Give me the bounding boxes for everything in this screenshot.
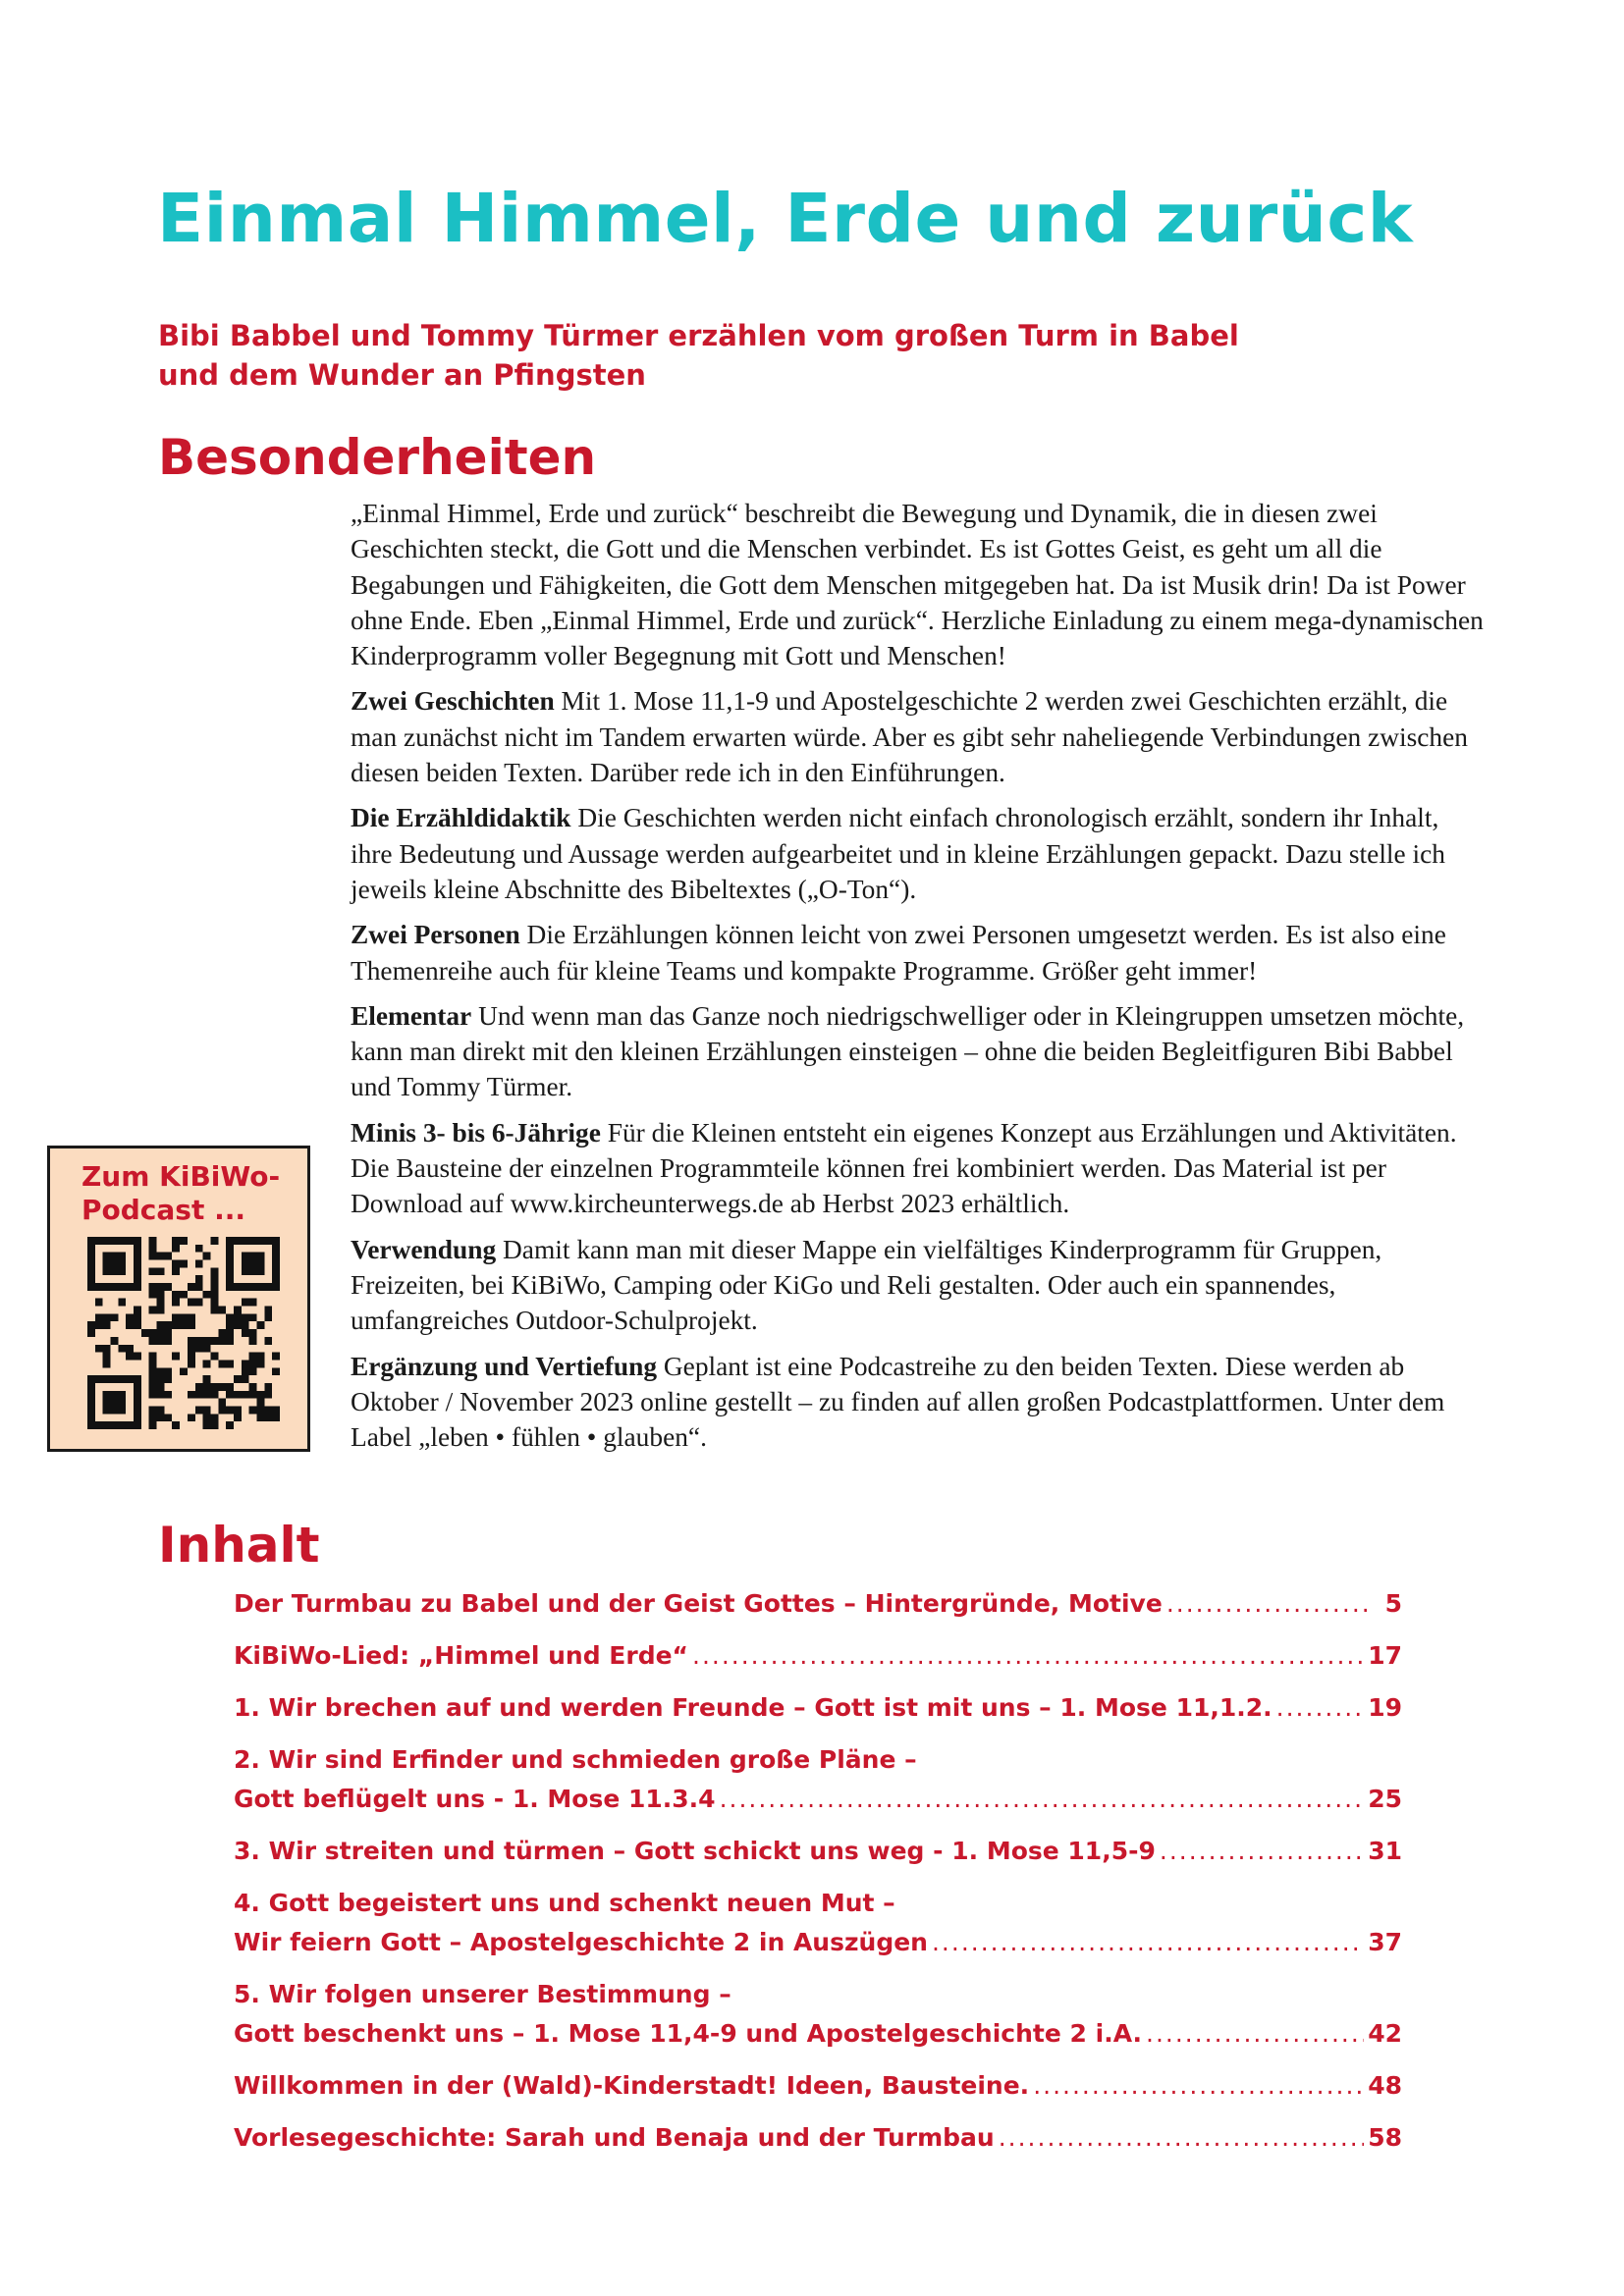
feature-term: Zwei Personen (351, 920, 520, 950)
feature-term: Verwendung (351, 1234, 497, 1264)
feature-paragraph (351, 800, 1485, 907)
toc-dot-leader (932, 1923, 1364, 1962)
toc-entry-title: Gott beflügelt uns - 1. Mose 11.3.4 (234, 1785, 716, 1813)
toc-entry-line (234, 1923, 1402, 1962)
toc-page-number: 58 (1368, 2123, 1402, 2152)
toc-entry-title: Willkommen in der (Wald)-Kinderstadt! Ideen, Bausteine. (234, 2071, 1030, 2100)
feature-paragraph (351, 1115, 1485, 1222)
feature-paragraph (351, 998, 1485, 1105)
toc-page-number: 42 (1368, 2019, 1402, 2048)
toc-entry[interactable] (234, 2118, 1402, 2158)
toc-entry-title: 1. Wir brechen auf und werden Freunde – Gott ist mit uns – 1. Mose 11,1.2. (234, 1693, 1272, 1722)
page-title: Einmal Himmel, Erde und zurück (157, 180, 1414, 258)
toc-entry[interactable] (234, 1584, 1402, 1624)
toc-entry-title: Der Turmbau zu Babel und der Geist Gottes – Hintergründe, Motive (234, 1589, 1163, 1618)
toc-entry-line (234, 2118, 1402, 2158)
besonderheiten-heading: Besonderheiten (158, 429, 597, 486)
toc-dot-leader (1146, 2014, 1364, 2054)
feature-paragraph (351, 1232, 1485, 1339)
toc-dot-leader (1033, 2066, 1364, 2106)
toc-dot-leader (1160, 1832, 1364, 1871)
toc-entry-line (234, 2014, 1402, 2054)
toc-page-number: 19 (1368, 1693, 1402, 1722)
feature-text: Die Erzählungen können leicht von zwei Personen umgesetzt werden. Es ist also eine Themenreihe auch für kleine Teams und kompakte Programme. Größer geht immer! (351, 920, 1446, 986)
besonderheiten-body (351, 496, 1485, 1465)
toc-entry-line (234, 1832, 1402, 1871)
table-of-contents (234, 1584, 1402, 2170)
toc-entry-title: Gott beschenkt uns – 1. Mose 11,4-9 und Apostelgeschichte 2 i.A. (234, 2019, 1142, 2048)
toc-entry-title: KiBiWo-Lied: „Himmel und Erde“ (234, 1641, 688, 1670)
subtitle-line-1: Bibi Babbel und Tommy Türmer erzählen vom großen Turm in Babel (158, 319, 1239, 352)
toc-entry-title: Vorlesegeschichte: Sarah und Benaja und der Turmbau (234, 2123, 995, 2152)
toc-entry[interactable] (234, 1688, 1402, 1728)
toc-entry-title-line: 4. Gott begeistert uns und schenkt neuen Mut – (234, 1889, 895, 1917)
toc-entry[interactable] (234, 1884, 1402, 1962)
feature-term: Zwei Geschichten (351, 686, 555, 717)
inhalt-heading: Inhalt (158, 1517, 320, 1574)
toc-entry-line (234, 1584, 1402, 1624)
feature-term: Ergänzung und Vertiefung (351, 1351, 658, 1381)
toc-entry-line (234, 2066, 1402, 2106)
toc-entry-title: Wir feiern Gott – Apostelgeschichte 2 in Auszügen (234, 1928, 928, 1956)
toc-page-number: 37 (1368, 1928, 1402, 1956)
toc-entry-line (234, 1636, 1402, 1676)
toc-dot-leader (692, 1636, 1364, 1676)
podcast-label: Zum KiBiWo-Podcast ... (81, 1160, 281, 1226)
toc-dot-leader (1276, 1688, 1365, 1728)
subtitle (158, 316, 1336, 395)
feature-text: Und wenn man das Ganze noch niedrigschwelliger oder in Kleingruppen umsetzen möchte, kann man direkt mit den kleinen Erzählungen einsteigen – ohne die beiden Begleitfiguren Bibi Babbel und Tommy Türmer. (351, 1000, 1465, 1102)
toc-entry[interactable] (234, 1975, 1402, 2054)
toc-entry-line (234, 1780, 1402, 1819)
intro-paragraph: „Einmal Himmel, Erde und zurück“ beschreibt die Bewegung und Dynamik, die in diesen zwei Geschichten steckt, die Gott und die Menschen verbindet. Es ist Gottes Geist, es geht um all die Begabungen und Fähigkeiten, die Gott dem Menschen mitgegeben hat. Da ist Musik drin! Da ist Power ohne Ende. Eben „Einmal Himmel, Erde und zurück“. Herzliche Einladung zu einem mega-dynamischen Kinderprogramm voller Begegnung mit Gott und Menschen! (351, 499, 1484, 671)
feature-text: Mit 1. Mose 11,1-9 und Apostelgeschichte 2 werden zwei Geschichten erzählt, die man zunächst nicht im Tandem erwarten würde. Aber es gibt sehr naheliegende Verbindungen zwischen diesen beiden Texten. Darüber rede ich in den Einführungen. (351, 686, 1468, 788)
toc-page-number: 48 (1368, 2071, 1402, 2100)
feature-paragraph (351, 917, 1485, 988)
feature-term: Minis 3- bis 6-Jährige (351, 1117, 601, 1148)
toc-dot-leader (1166, 1584, 1369, 1624)
feature-paragraph (351, 1349, 1485, 1456)
feature-paragraph (351, 683, 1485, 790)
toc-entry-title-line: 5. Wir folgen unserer Bestimmung – (234, 1980, 731, 2008)
feature-paragraphs (351, 683, 1485, 1455)
toc-entry[interactable] (234, 1636, 1402, 1676)
toc-page-number: 5 (1384, 1589, 1402, 1618)
toc-entry[interactable] (234, 1832, 1402, 1871)
feature-text: Für die Kleinen entsteht ein eigenes Konzept aus Erzählungen und Aktivitäten. Die Bausteine der einzelnen Programmteile können frei kombiniert werden. Das Material ist per Download auf www.kircheunterwegs.de ab Herbst 2023 erhältlich. (351, 1117, 1457, 1219)
feature-term: Die Erzähldidaktik (351, 803, 571, 833)
feature-text: Die Geschichten werden nicht einfach chronologisch erzählt, sondern ihr Inhalt, ihre Bedeutung und Aussage werden aufgearbeitet und in kleine Erzählungen gepackt. Dazu stelle ich jeweils kleine Abschnitte des Bibeltextes („O-Ton“). (351, 803, 1446, 904)
toc-entry-line (234, 1688, 1402, 1728)
toc-entry[interactable] (234, 2066, 1402, 2106)
toc-entry-title-line: 2. Wir sind Erfinder und schmieden große Pläne – (234, 1745, 917, 1774)
toc-page-number: 25 (1368, 1785, 1402, 1813)
toc-entry[interactable] (234, 1740, 1402, 1819)
feature-text: Geplant ist eine Podcastreihe zu den beiden Texten. Diese werden ab Oktober / November 2023 online gestellt – zu finden auf allen großen Podcastplattformen. Unter dem Label „leben • fühlen • glauben“. (351, 1351, 1445, 1453)
toc-dot-leader (720, 1780, 1365, 1819)
feature-text: Damit kann man mit dieser Mappe ein vielfältiges Kinderprogramm für Gruppen, Freizeiten, bei KiBiWo, Camping oder KiGo und Reli gestalten. Oder auch ein spannendes, umfangreiches Outdoor-Schulprojekt. (351, 1234, 1382, 1336)
subtitle-line-2: und dem Wunder an Pfingsten (158, 358, 646, 392)
toc-page-number: 17 (1368, 1641, 1402, 1670)
toc-dot-leader (999, 2118, 1364, 2158)
qr-code-icon[interactable] (87, 1237, 280, 1429)
toc-entry-title: 3. Wir streiten und türmen – Gott schickt uns weg - 1. Mose 11,5-9 (234, 1837, 1156, 1865)
toc-page-number: 31 (1368, 1837, 1402, 1865)
podcast-box[interactable] (47, 1146, 310, 1452)
feature-term: Elementar (351, 1000, 472, 1031)
